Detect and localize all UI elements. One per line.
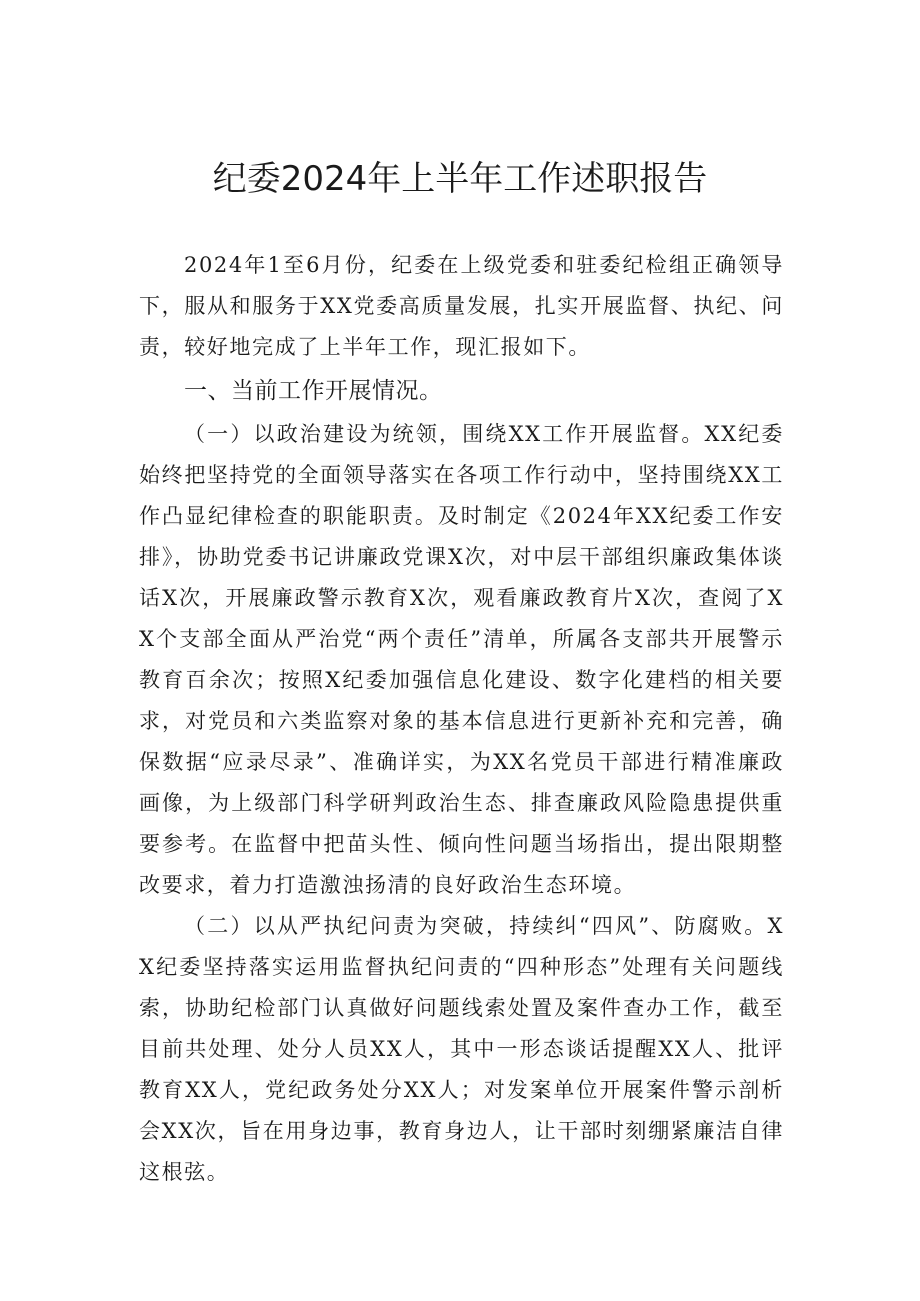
paragraph-political-supervision: （一）以政治建设为统领，围绕XX工作开展监督。XX纪委始终把坚持党的全面领导落实在各项工作行动中，坚持围绕XX工作凸显纪律检查的职能职责。及时制定《2024年XX纪委工作安排》，协助党委书记讲廉政党课X次，对中层干部组织廉政集体谈话X次，开展廉政警示教育X次，观看廉政教育片X次，查阅了XX个支部全面从严治党“两个责任”清单，所属各支部共开展警示教育百余次；按照X纪委加强信息化建设、数字化建档的相关要求，对党员和六类监察对象的基本信息进行更新补充和完善，确保数据“应录尽录”、准确详实，为XX名党员干部进行精准廉政画像，为上级部门科学研判政治生态、排查廉政风险隐患提供重要参考。在监督中把苗头性、倾向性问题当场指出，提出限期整改要求，着力打造激浊扬清的良好政治生态环境。	[139, 422, 784, 897]
section-heading: 一、当前工作开展情况。	[184, 378, 443, 404]
document-title: 纪委2024年上半年工作述职报告	[212, 159, 708, 199]
document-body	[139, 245, 784, 1193]
intro-paragraph: 2024年1至6月份，纪委在上级党委和驻委纪检组正确领导下，服从和服务于XX党委高质量发展，扎实开展监督、执纪、问责，较好地完成了上半年工作，现汇报如下。	[139, 253, 784, 359]
paragraph-discipline-accountability: （二）以从严执纪问责为突破，持续纠“四风”、防腐败。XX纪委坚持落实运用监督执纪问责的“四种形态”处理有关问题线索，协助纪检部门认真做好问题线索处置及案件查办工作，截至目前共处理、处分人员XX人，其中一形态谈话提醒XX人、批评教育XX人，党纪政务处分XX人；对发案单位开展案件警示剖析会XX次，旨在用身边事，教育身边人，让干部时刻绷紧廉洁自律这根弦。	[139, 914, 784, 1184]
